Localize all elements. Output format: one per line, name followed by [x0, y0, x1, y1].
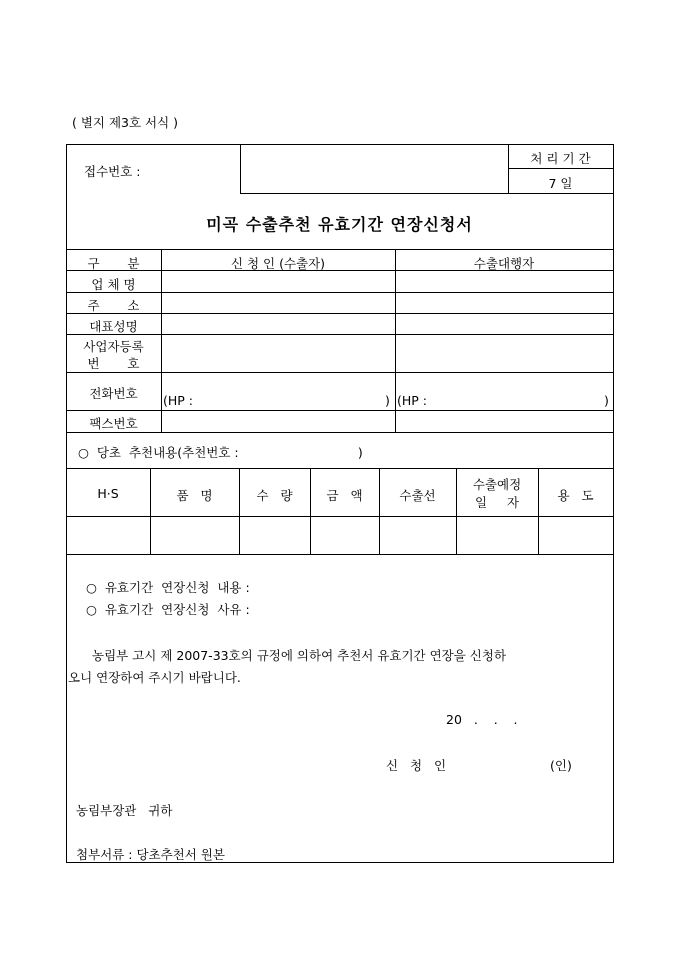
row-business-reg-2: 번 호 — [87, 356, 140, 371]
row-address: 주 소 — [87, 298, 140, 313]
receipt-number-label: 접수번호 : — [84, 164, 141, 179]
seal-mark: (인) — [550, 758, 572, 773]
form-title: 미곡 수출추천 유효기간 연장신청서 — [206, 215, 473, 234]
processing-period-value: 7 일 — [548, 176, 573, 191]
applicant-hp-close: ) — [385, 393, 390, 408]
attachment-note: 첨부서류 : 당초추천서 원본 — [76, 847, 225, 862]
row-phone: 전화번호 — [89, 386, 138, 401]
applicant-hp-open: (HP : — [163, 393, 193, 408]
col-agent: 수출대행자 — [473, 256, 535, 271]
statement-line-2: 오니 연장하여 주시기 바랍니다. — [68, 670, 241, 685]
row-representative: 대표성명 — [89, 319, 138, 334]
annex-label: ( 별지 제3호 서식 ) — [72, 115, 179, 130]
items-header-quantity: 수 량 — [256, 488, 293, 503]
processing-period-label: 처 리 기 간 — [530, 151, 591, 166]
col-category: 구 분 — [87, 256, 140, 271]
original-recommendation-line: ○ 당초 추천내용(추천번호 : ) — [78, 445, 363, 460]
items-header-amount: 금 액 — [326, 488, 363, 503]
col-applicant: 신 청 인 (수출자) — [230, 256, 326, 271]
items-header-item-name: 품 명 — [176, 488, 213, 503]
row-business-reg-1: 사업자등록 — [83, 339, 144, 354]
agent-hp-open: (HP : — [397, 393, 427, 408]
agent-hp-close: ) — [604, 393, 609, 408]
extension-reason-label: ○ 유효기간 연장신청 사유 : — [86, 602, 250, 617]
items-header-export-date-1: 수출예정 — [472, 477, 522, 492]
statement-line-1: 농림부 고시 제 2007-33호의 규정에 의하여 추천서 유효기간 연장을 신청하 — [92, 648, 507, 663]
items-header-destination: 수출선 — [399, 488, 436, 503]
applicant-signature-label: 신 청 인 — [386, 758, 447, 773]
row-company-name: 업 체 명 — [91, 277, 136, 292]
addressee: 농림부장관 귀하 — [76, 803, 173, 818]
items-header-usage: 용 도 — [557, 488, 594, 503]
extension-content-label: ○ 유효기간 연장신청 내용 : — [86, 580, 250, 595]
items-header-export-date-2: 일 자 — [474, 495, 520, 510]
date-line: 20 . . . — [446, 712, 518, 727]
row-fax: 팩스번호 — [89, 416, 138, 431]
items-header-hs: H·S — [97, 486, 119, 501]
